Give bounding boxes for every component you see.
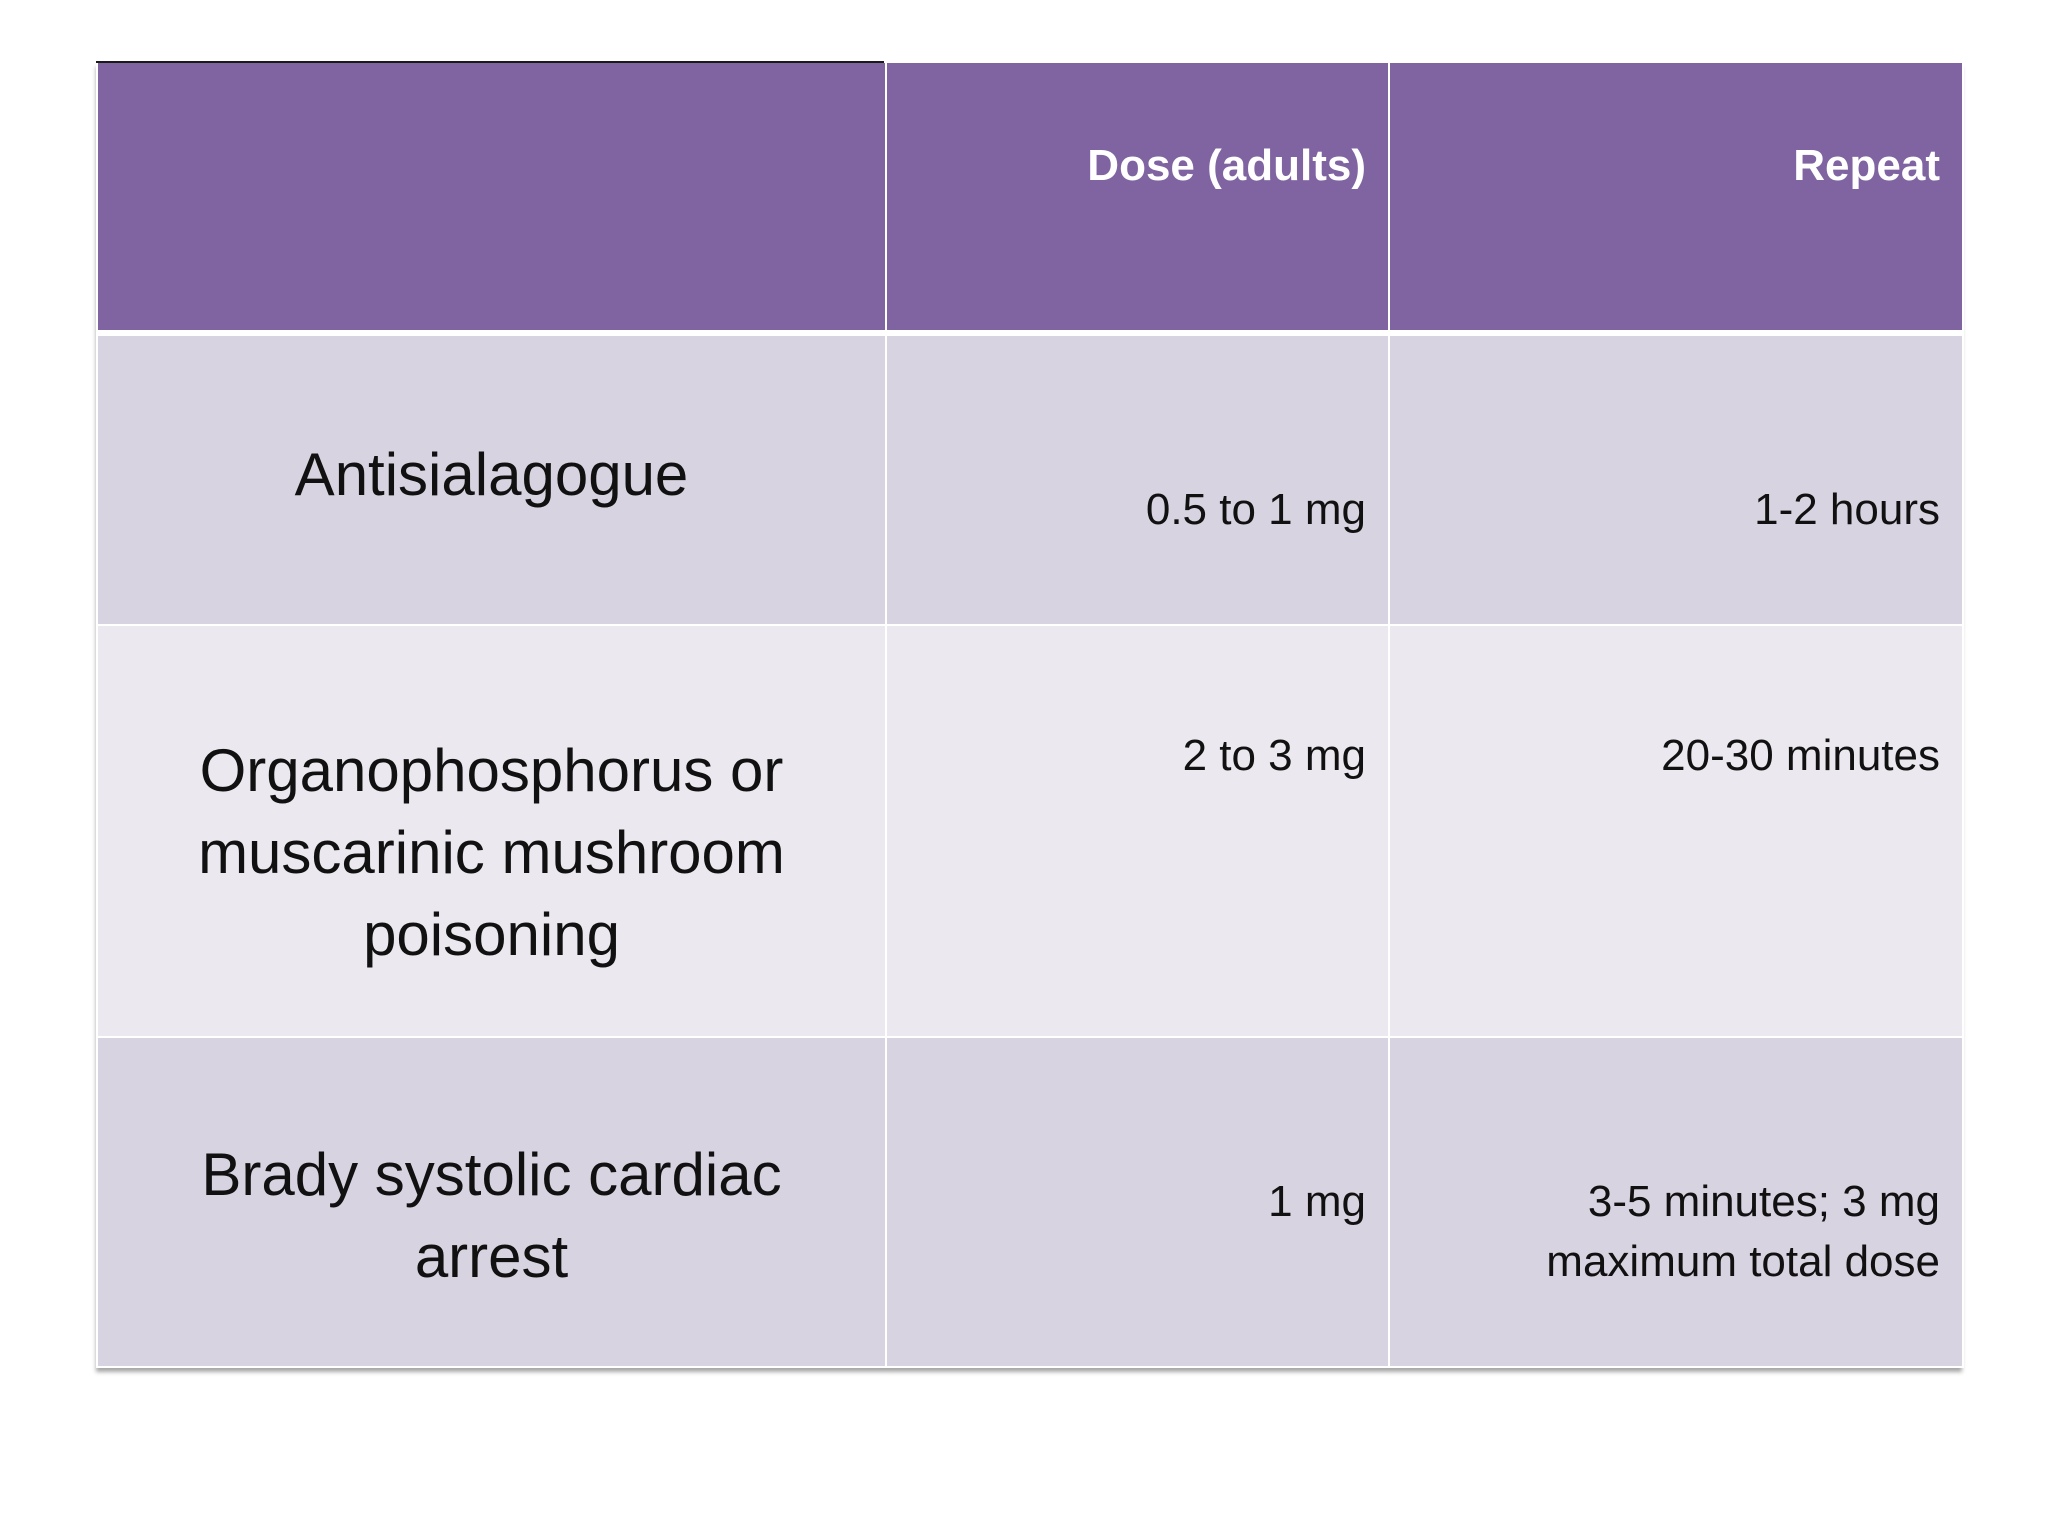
indication-cell: Antisialagogue [97,333,886,625]
dosage-table [96,63,1964,1368]
table-header-row [97,63,1963,333]
header-indication [97,63,886,333]
header-repeat: Repeat [1389,63,1963,333]
indication-cell: Organophosphorus or muscarinic mushroom poisoning [97,625,886,1037]
repeat-cell: 3-5 minutes; 3 mg maximum total dose [1389,1037,1963,1367]
dose-cell: 2 to 3 mg [886,625,1389,1037]
header-dose: Dose (adults) [886,63,1389,333]
dose-cell: 0.5 to 1 mg [886,333,1389,625]
dosage-table-container [96,63,1962,1368]
repeat-cell: 1-2 hours [1389,333,1963,625]
indication-cell: Brady systolic cardiac arrest [97,1037,886,1367]
table-row [97,1037,1963,1367]
table-row [97,333,1963,625]
dose-cell: 1 mg [886,1037,1389,1367]
table-row [97,625,1963,1037]
repeat-cell: 20-30 minutes [1389,625,1963,1037]
